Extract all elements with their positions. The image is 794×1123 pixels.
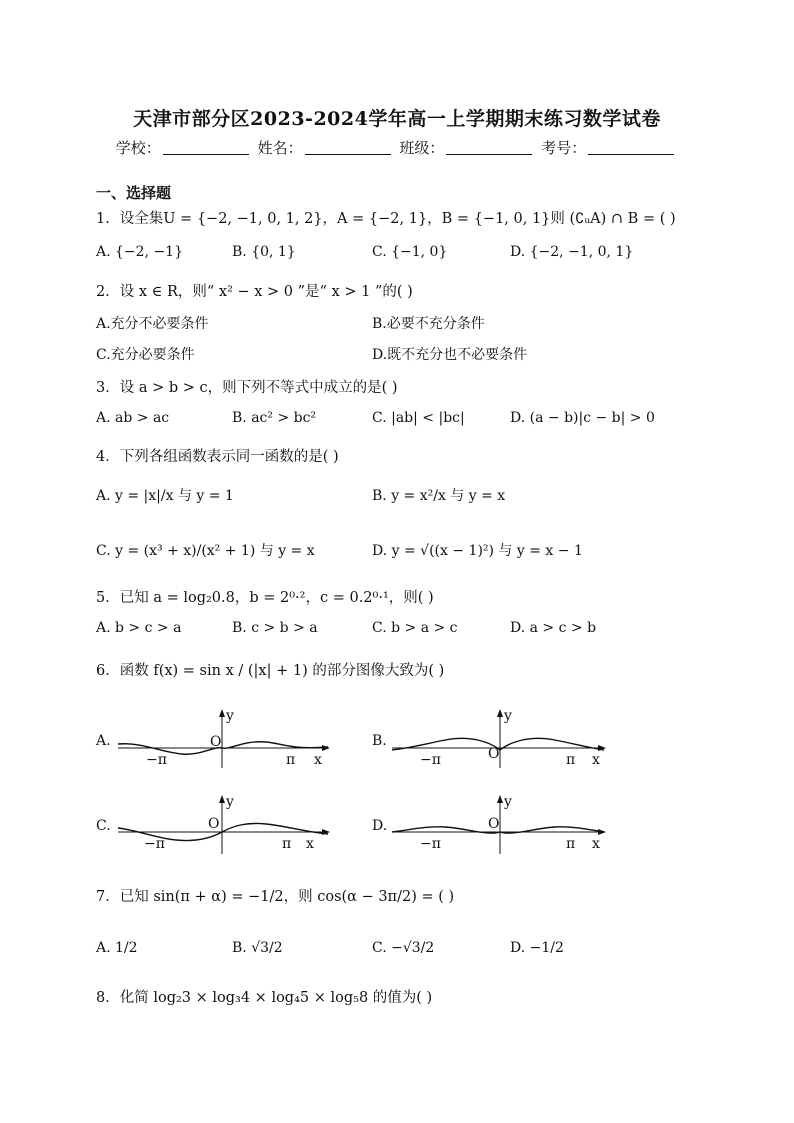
q7-option-d[interactable]: D. −1/2 <box>510 940 564 956</box>
class-blank[interactable] <box>446 140 532 155</box>
q6-option-b[interactable]: B. <box>372 733 387 749</box>
q4-option-b[interactable]: B. y = x²/x 与 y = x <box>372 488 506 504</box>
section-heading: 一、选择题 <box>96 184 172 202</box>
pi-label: π <box>282 836 292 852</box>
origin-label: O <box>210 734 222 750</box>
y-axis-arrow <box>219 795 225 803</box>
name-blank[interactable] <box>305 140 391 155</box>
y-label: y <box>226 708 234 724</box>
y-label: y <box>504 708 512 724</box>
q2-option-b[interactable]: B.必要不充分条件 <box>372 316 485 332</box>
neg-pi-label: −π <box>420 836 441 852</box>
q2-option-d[interactable]: D.既不充分也不必要条件 <box>372 347 528 363</box>
y-axis-arrow <box>219 709 225 717</box>
q6-option-a[interactable]: A. <box>96 733 111 749</box>
q5-option-a[interactable]: A. b > c > a <box>96 620 182 636</box>
q7-option-a[interactable]: A. 1/2 <box>96 940 138 956</box>
page-title: 天津市部分区2023-2024学年高一上学期期末练习数学试卷 <box>133 108 661 130</box>
name-label: 姓名： <box>257 139 303 157</box>
y-label: y <box>504 794 512 810</box>
x-label: x <box>592 752 600 768</box>
school-label: 学校： <box>115 139 161 157</box>
question-3-stem: 3．设 a > b > c，则下列不等式中成立的是( ) <box>96 380 398 396</box>
y-axis-arrow <box>497 795 503 803</box>
q3-option-b[interactable]: B. ac² > bc² <box>232 410 317 426</box>
q4-option-c[interactable]: C. y = (x³ + x)/(x² + 1) 与 y = x <box>96 543 315 559</box>
pi-label: π <box>286 752 296 768</box>
q5-option-b[interactable]: B. c > b > a <box>232 620 318 636</box>
neg-pi-label: −π <box>144 836 165 852</box>
q3-option-d[interactable]: D. (a − b)|c − b| > 0 <box>510 410 655 426</box>
question-7-stem: 7．已知 sin(π + α) = −1/2，则 cos(α − 3π/2) = ( ) <box>96 889 455 905</box>
question-1-stem: 1．设全集U = {−2, −1, 0, 1, 2}，A = {−2, 1}，B = {−1, 0, 1}则 (∁ᵤA) ∩ B = ( ) <box>96 211 676 227</box>
origin-label: O <box>208 816 220 832</box>
y-label: y <box>226 794 234 810</box>
student-info-row <box>0 137 794 158</box>
neg-pi-label: −π <box>146 752 167 768</box>
question-4-stem: 4．下列各组函数表示同一函数的是( ) <box>96 449 339 465</box>
pi-label: π <box>566 836 576 852</box>
q5-option-c[interactable]: C. b > a > c <box>372 620 458 636</box>
neg-pi-label: −π <box>420 752 441 768</box>
q5-option-d[interactable]: D. a > c > b <box>510 620 597 636</box>
q4-option-a[interactable]: A. y = |x|/x 与 y = 1 <box>96 488 234 504</box>
q7-option-c[interactable]: C. −√3/2 <box>372 940 435 956</box>
q6-option-c[interactable]: C. <box>96 818 111 834</box>
q1-option-a[interactable]: A. {−2, −1} <box>96 244 184 260</box>
q2-option-c[interactable]: C.充分必要条件 <box>96 347 195 363</box>
q1-option-b[interactable]: B. {0, 1} <box>232 244 296 260</box>
pi-label: π <box>566 752 576 768</box>
q4-option-d[interactable]: D. y = √((x − 1)²) 与 y = x − 1 <box>372 543 583 559</box>
number-blank[interactable] <box>588 140 674 155</box>
graph-d[interactable] <box>390 792 612 856</box>
number-label: 考号： <box>541 139 587 157</box>
q1-option-c[interactable]: C. {−1, 0} <box>372 244 448 260</box>
q6-option-d[interactable]: D. <box>372 818 388 834</box>
question-2-stem: 2．设 x ∈ R，则“ x² − x > 0 ”是“ x > 1 ”的( ) <box>96 284 413 300</box>
origin-label: O <box>488 746 500 762</box>
class-label: 班级： <box>399 139 445 157</box>
question-6-stem: 6．函数 f(x) = sin x / (|x| + 1) 的部分图像大致为( ) <box>96 663 445 679</box>
graph-c[interactable] <box>116 792 336 856</box>
q3-option-c[interactable]: C. |ab| < |bc| <box>372 410 465 426</box>
q2-option-a[interactable]: A.充分不必要条件 <box>96 316 209 332</box>
question-5-stem: 5．已知 a = log₂0.8，b = 2⁰·²，c = 0.2⁰·¹，则( ) <box>96 590 434 606</box>
graph-b[interactable] <box>390 706 612 770</box>
q1-option-d[interactable]: D. {−2, −1, 0, 1} <box>510 244 634 260</box>
x-label: x <box>592 836 600 852</box>
graph-a[interactable] <box>116 706 336 770</box>
y-axis-arrow <box>497 709 503 717</box>
school-blank[interactable] <box>163 140 249 155</box>
q3-option-a[interactable]: A. ab > ac <box>96 410 170 426</box>
q7-option-b[interactable]: B. √3/2 <box>232 940 283 956</box>
x-label: x <box>314 752 322 768</box>
x-label: x <box>306 836 314 852</box>
question-8-stem: 8．化简 log₂3 × log₃4 × log₄5 × log₅8 的值为( ) <box>96 990 433 1006</box>
origin-label: O <box>488 816 500 832</box>
